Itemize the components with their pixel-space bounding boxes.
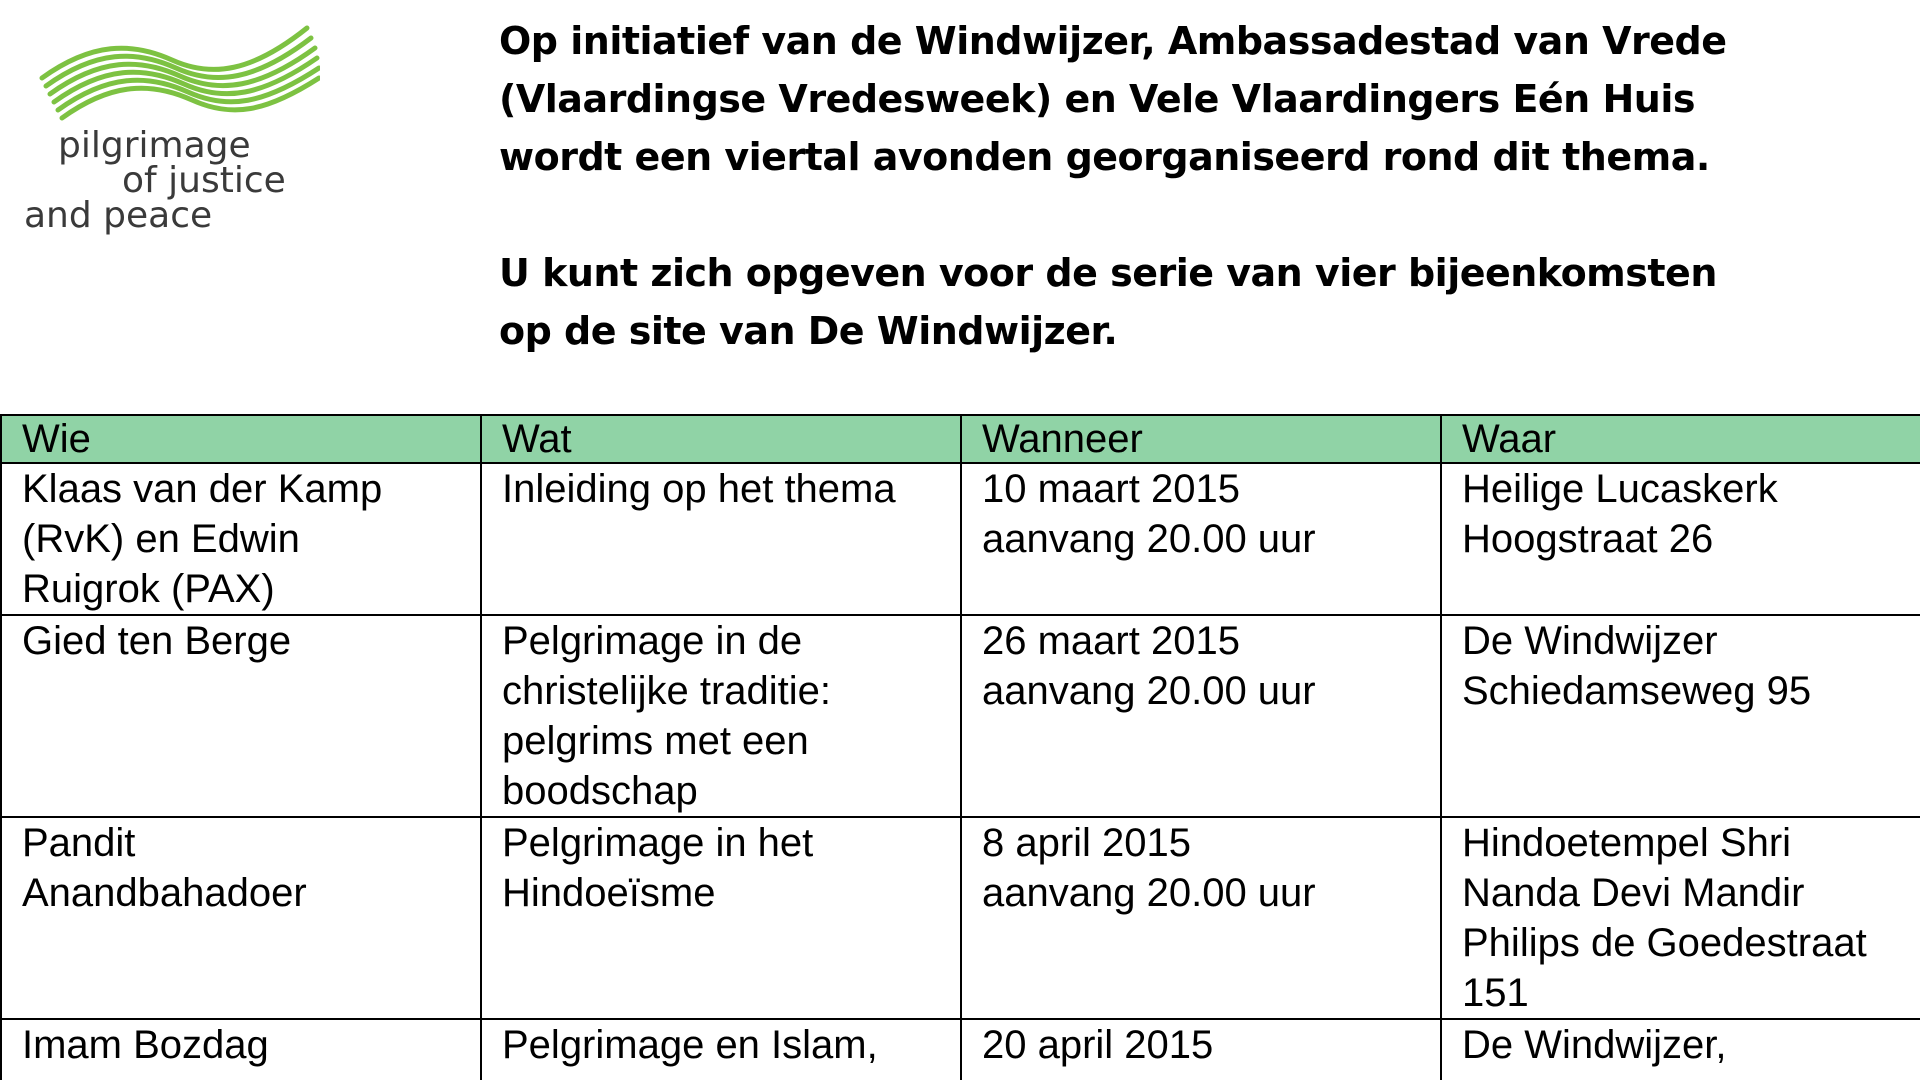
- cell-text: Hoogstraat 26: [1462, 517, 1714, 561]
- cell-text: Pelgrimage in de: [502, 619, 803, 663]
- header-waar: Waar: [1441, 415, 1920, 463]
- cell-text: christelijke traditie:: [502, 669, 832, 713]
- cell-text: Nanda Devi Mandir: [1462, 871, 1805, 915]
- cell-waar: [1441, 1019, 1920, 1080]
- cell-text: Heilige Lucaskerk: [1462, 467, 1778, 511]
- cell-wat: [481, 615, 961, 817]
- table-row: [1, 463, 1920, 615]
- header-wat: Wat: [481, 415, 961, 463]
- cell-text: Anandbahadoer: [22, 871, 307, 915]
- cell-text: aanvang 20.00 uur: [982, 669, 1316, 713]
- intro-line-3: wordt een viertal avonden georganiseerd rond dit thema.: [499, 135, 1710, 179]
- cell-text: Hindoeïsme: [502, 871, 716, 915]
- cell-text: 26 maart 2015: [982, 619, 1240, 663]
- cell-text: De Windwijzer: [1462, 619, 1718, 663]
- cell-wanneer: [961, 615, 1441, 817]
- intro-line-4: U kunt zich opgeven voor de serie van vier bijeenkomsten: [499, 251, 1717, 295]
- cell-waar: [1441, 615, 1920, 817]
- cell-wat: [481, 1019, 961, 1080]
- intro-line-1: Op initiatief van de Windwijzer, Ambassadestad van Vrede: [499, 19, 1727, 63]
- cell-wie: [1, 817, 481, 1019]
- pilgrimage-logo: [20, 18, 320, 248]
- intro-text: [499, 12, 1879, 360]
- cell-wat: [481, 817, 961, 1019]
- cell-text: 20 april 2015: [982, 1023, 1214, 1067]
- cell-wie: [1, 1019, 481, 1080]
- cell-wie: [1, 615, 481, 817]
- cell-text: aanvang 20.00 uur: [982, 871, 1316, 915]
- cell-wie: [1, 463, 481, 615]
- schedule-table: [0, 414, 1920, 1080]
- cell-text: Ruigrok (PAX): [22, 567, 275, 611]
- cell-text: Philips de Goedestraat: [1462, 921, 1867, 965]
- cell-text: Pelgrimage en Islam,: [502, 1023, 878, 1067]
- cell-text: Schiedamseweg 95: [1462, 669, 1812, 713]
- intro-line-2: (Vlaardingse Vredesweek) en Vele Vlaardingers Eén Huis: [499, 77, 1695, 121]
- header-wie: Wie: [1, 415, 481, 463]
- table-header-row: [1, 415, 1920, 463]
- cell-wanneer: [961, 463, 1441, 615]
- logo-text-line-3: and peace: [24, 195, 213, 236]
- cell-waar: [1441, 817, 1920, 1019]
- cell-text: 8 april 2015: [982, 821, 1192, 865]
- cell-text: Hindoetempel Shri: [1462, 821, 1792, 865]
- cell-text: Klaas van der Kamp: [22, 467, 383, 511]
- cell-text: Inleiding op het thema: [502, 467, 896, 511]
- cell-text: boodschap: [502, 769, 698, 813]
- table-row: [1, 817, 1920, 1019]
- intro-line-5: op de site van De Windwijzer.: [499, 309, 1118, 353]
- cell-text: De Windwijzer,: [1462, 1023, 1727, 1067]
- wave-logo-icon: [30, 18, 320, 128]
- cell-waar: [1441, 463, 1920, 615]
- cell-wanneer: [961, 1019, 1441, 1080]
- table-row: [1, 615, 1920, 817]
- cell-text: (RvK) en Edwin: [22, 517, 300, 561]
- header-wanneer: Wanneer: [961, 415, 1441, 463]
- logo-text-line-1: pilgrimage: [58, 125, 251, 166]
- cell-wanneer: [961, 817, 1441, 1019]
- cell-text: aanvang 20.00 uur: [982, 517, 1316, 561]
- cell-wat: [481, 463, 961, 615]
- logo-text-line-2: of justice: [122, 160, 286, 201]
- cell-text: Pandit: [22, 821, 136, 865]
- table-row: [1, 1019, 1920, 1080]
- cell-text: 10 maart 2015: [982, 467, 1240, 511]
- cell-text: Pelgrimage in het: [502, 821, 814, 865]
- cell-text: Imam Bozdag: [22, 1023, 269, 1067]
- cell-text: 151: [1462, 971, 1529, 1015]
- cell-text: Gied ten Berge: [22, 619, 292, 663]
- cell-text: pelgrims met een: [502, 719, 809, 763]
